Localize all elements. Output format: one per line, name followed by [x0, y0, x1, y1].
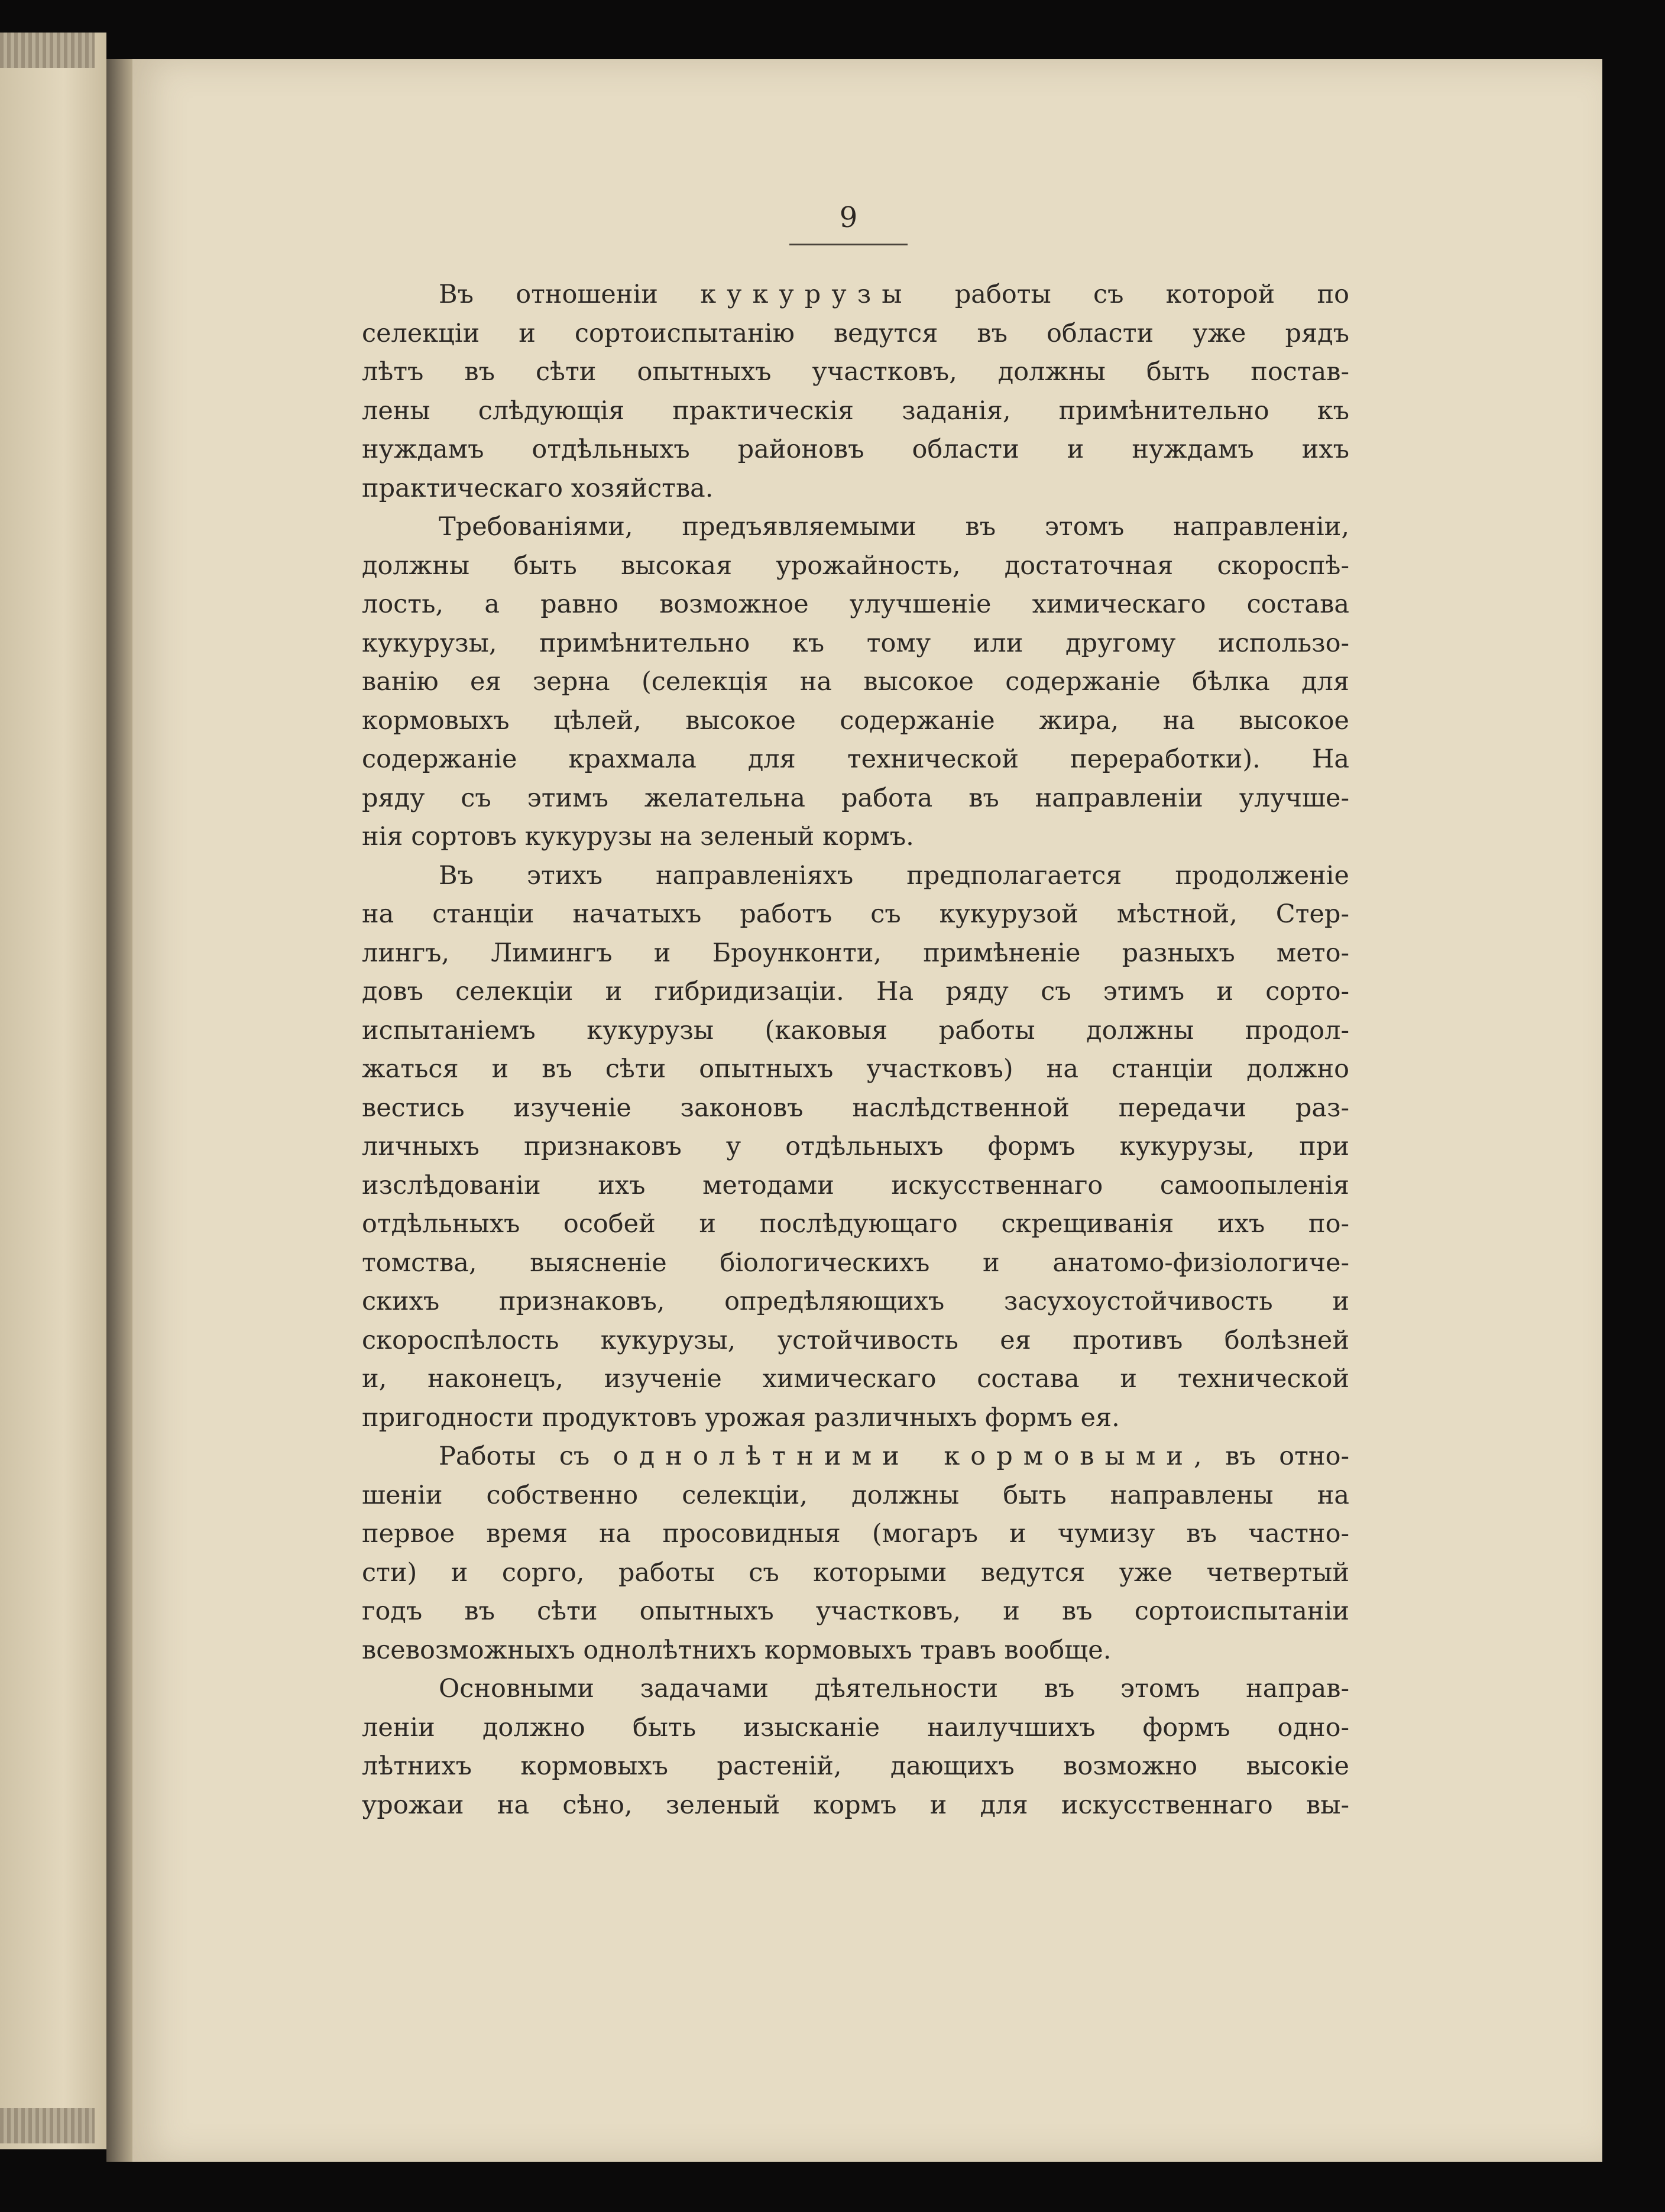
- text-line: [362, 1205, 1349, 1244]
- text-segment: всевозможныхъ однолѣтнихъ кормовыхъ травъ вообще.: [362, 1635, 1112, 1665]
- text-line: [362, 740, 1349, 779]
- text-segment: нуждамъ отдѣльныхъ районовъ области и нуждамъ ихъ: [362, 435, 1349, 464]
- text-line: [362, 1012, 1349, 1051]
- text-line: [362, 1592, 1349, 1631]
- text-segment: скихъ признаковъ, опредѣляющихъ засухоустойчивость и: [362, 1287, 1349, 1316]
- text-line: [362, 1476, 1349, 1515]
- text-line: [362, 1515, 1349, 1554]
- text-line: [362, 1244, 1349, 1283]
- text-segment: ванію ея зерна (селекція на высокое содержаніе бѣлка для: [362, 667, 1349, 697]
- text-segment: лость, а равно возможное улучшеніе химическаго состава: [362, 590, 1349, 619]
- page-number: 9: [839, 201, 858, 234]
- text-line: [362, 1128, 1349, 1167]
- text-segment: изслѣдованіи ихъ методами искусственнаго самоопыленія: [362, 1170, 1349, 1200]
- text-segment: отдѣльныхъ особей и послѣдующаго скрещиванія ихъ по-: [362, 1209, 1349, 1239]
- text-segment: личныхъ признаковъ у отдѣльныхъ формъ кукурузы, при: [362, 1132, 1349, 1161]
- text-line: [362, 702, 1349, 741]
- text-segment: шеніи собственно селекціи, должны быть направлены на: [362, 1480, 1349, 1510]
- page-text: [362, 276, 1349, 1825]
- text-segment: жаться и въ сѣти опытныхъ участковъ) на станціи должно: [362, 1054, 1349, 1084]
- text-segment: леніи должно быть изысканіе наилучшихъ формъ одно-: [362, 1712, 1349, 1743]
- text-line: [362, 430, 1349, 469]
- text-line: [362, 469, 1349, 509]
- text-line: [362, 1050, 1349, 1089]
- text-segment: Требованіями, предъявляемыми въ этомъ направленіи,: [439, 512, 1349, 542]
- book-edge-pattern-top: [0, 33, 95, 68]
- text-segment: ряду съ этимъ желательна работа въ направленіи улучше-: [362, 783, 1349, 813]
- text-segment: годъ въ сѣти опытныхъ участковъ, и въ сортоиспытаніи: [362, 1596, 1349, 1626]
- text-segment: , въ отно-: [1194, 1442, 1349, 1471]
- spaced-emphasis: однолѣтними кормовыми: [613, 1442, 1194, 1471]
- page-number-rule: [789, 244, 908, 245]
- text-segment: нія сортовъ кукурузы на зеленый кормъ.: [362, 822, 914, 851]
- facing-page-edge: [0, 33, 106, 2149]
- text-line: [362, 1399, 1349, 1438]
- text-line: [362, 624, 1349, 663]
- book-edge-pattern-bottom: [0, 2108, 95, 2143]
- text-segment: Въ этихъ направленіяхъ предполагается продолженіе: [439, 860, 1349, 890]
- text-line: [362, 353, 1349, 392]
- text-segment: должны быть высокая урожайность, достаточная скороспѣ-: [362, 550, 1349, 581]
- text-segment: лены слѣдующія практическія заданія, примѣнительно къ: [362, 396, 1349, 426]
- text-segment: довъ селекціи и гибридизаціи. На ряду съ этимъ и сорто-: [362, 977, 1349, 1006]
- spaced-emphasis: кукурузы: [700, 280, 913, 309]
- text-line: [362, 1167, 1349, 1206]
- text-line: [362, 1282, 1349, 1322]
- text-line: [362, 508, 1349, 547]
- text-segment: и, наконецъ, изученіе химическаго состава и технической: [362, 1364, 1349, 1394]
- text-line: [362, 585, 1349, 624]
- text-segment: практическаго хозяйства.: [362, 473, 714, 503]
- text-segment: первое время на просовидныя (могаръ и чумизу въ частно-: [362, 1519, 1349, 1549]
- text-line: [362, 895, 1349, 934]
- text-line: [362, 934, 1349, 973]
- text-line: [362, 1670, 1349, 1709]
- text-segment: лингъ, Лимингъ и Броунконти, примѣненіе разныхъ мето-: [362, 938, 1349, 968]
- text-line: [362, 315, 1349, 354]
- text-line: [362, 1437, 1349, 1476]
- text-line: [362, 1554, 1349, 1593]
- text-segment: на станціи начатыхъ работъ съ кукурузой мѣстной, Стер-: [362, 899, 1349, 929]
- book-gutter: [106, 59, 132, 2162]
- text-segment: лѣтъ въ сѣти опытныхъ участковъ, должны быть постав-: [362, 357, 1349, 387]
- text-segment: селекціи и сортоиспытанію ведутся въ области уже рядъ: [362, 318, 1349, 348]
- text-segment: содержаніе крахмала для технической переработки). На: [362, 744, 1349, 774]
- text-line: [362, 779, 1349, 818]
- text-segment: кукурузы, примѣнительно къ тому или другому использо-: [362, 628, 1349, 658]
- text-line: [362, 392, 1349, 431]
- text-line: [362, 663, 1349, 702]
- text-segment: работы съ которой по: [912, 280, 1349, 309]
- text-line: [362, 547, 1349, 586]
- text-segment: Основными задачами дѣятельности въ этомъ направ-: [439, 1674, 1349, 1703]
- text-line: [362, 276, 1349, 315]
- text-segment: вестись изученіе законовъ наслѣдственной передачи раз-: [362, 1093, 1349, 1123]
- text-segment: урожаи на сѣно, зеленый кормъ и для искусственнаго вы-: [362, 1790, 1349, 1820]
- text-segment: томства, выясненіе біологическихъ и анатомо-физіологиче-: [362, 1248, 1349, 1278]
- text-line: [362, 818, 1349, 857]
- text-line: [362, 973, 1349, 1012]
- text-segment: лѣтнихъ кормовыхъ растеній, дающихъ возможно высокіе: [362, 1751, 1349, 1781]
- text-line: [362, 1709, 1349, 1748]
- text-line: [362, 1786, 1349, 1825]
- text-line: [362, 1089, 1349, 1128]
- text-segment: пригодности продуктовъ урожая различныхъ формъ ея.: [362, 1403, 1120, 1433]
- text-segment: Работы съ: [439, 1442, 613, 1471]
- text-line: [362, 1360, 1349, 1399]
- text-segment: Въ отношеніи: [439, 280, 701, 309]
- text-line: [362, 1631, 1349, 1670]
- text-segment: скороспѣлость кукурузы, устойчивость ея противъ болѣзней: [362, 1325, 1349, 1355]
- text-segment: кормовыхъ цѣлей, высокое содержаніе жира, на высокое: [362, 705, 1349, 736]
- text-line: [362, 1747, 1349, 1786]
- text-segment: сти) и сорго, работы съ которыми ведутся уже четвертый: [362, 1557, 1349, 1588]
- text-segment: испытаніемъ кукурузы (каковыя работы должны продол-: [362, 1015, 1349, 1045]
- text-line: [362, 857, 1349, 896]
- text-line: [362, 1322, 1349, 1361]
